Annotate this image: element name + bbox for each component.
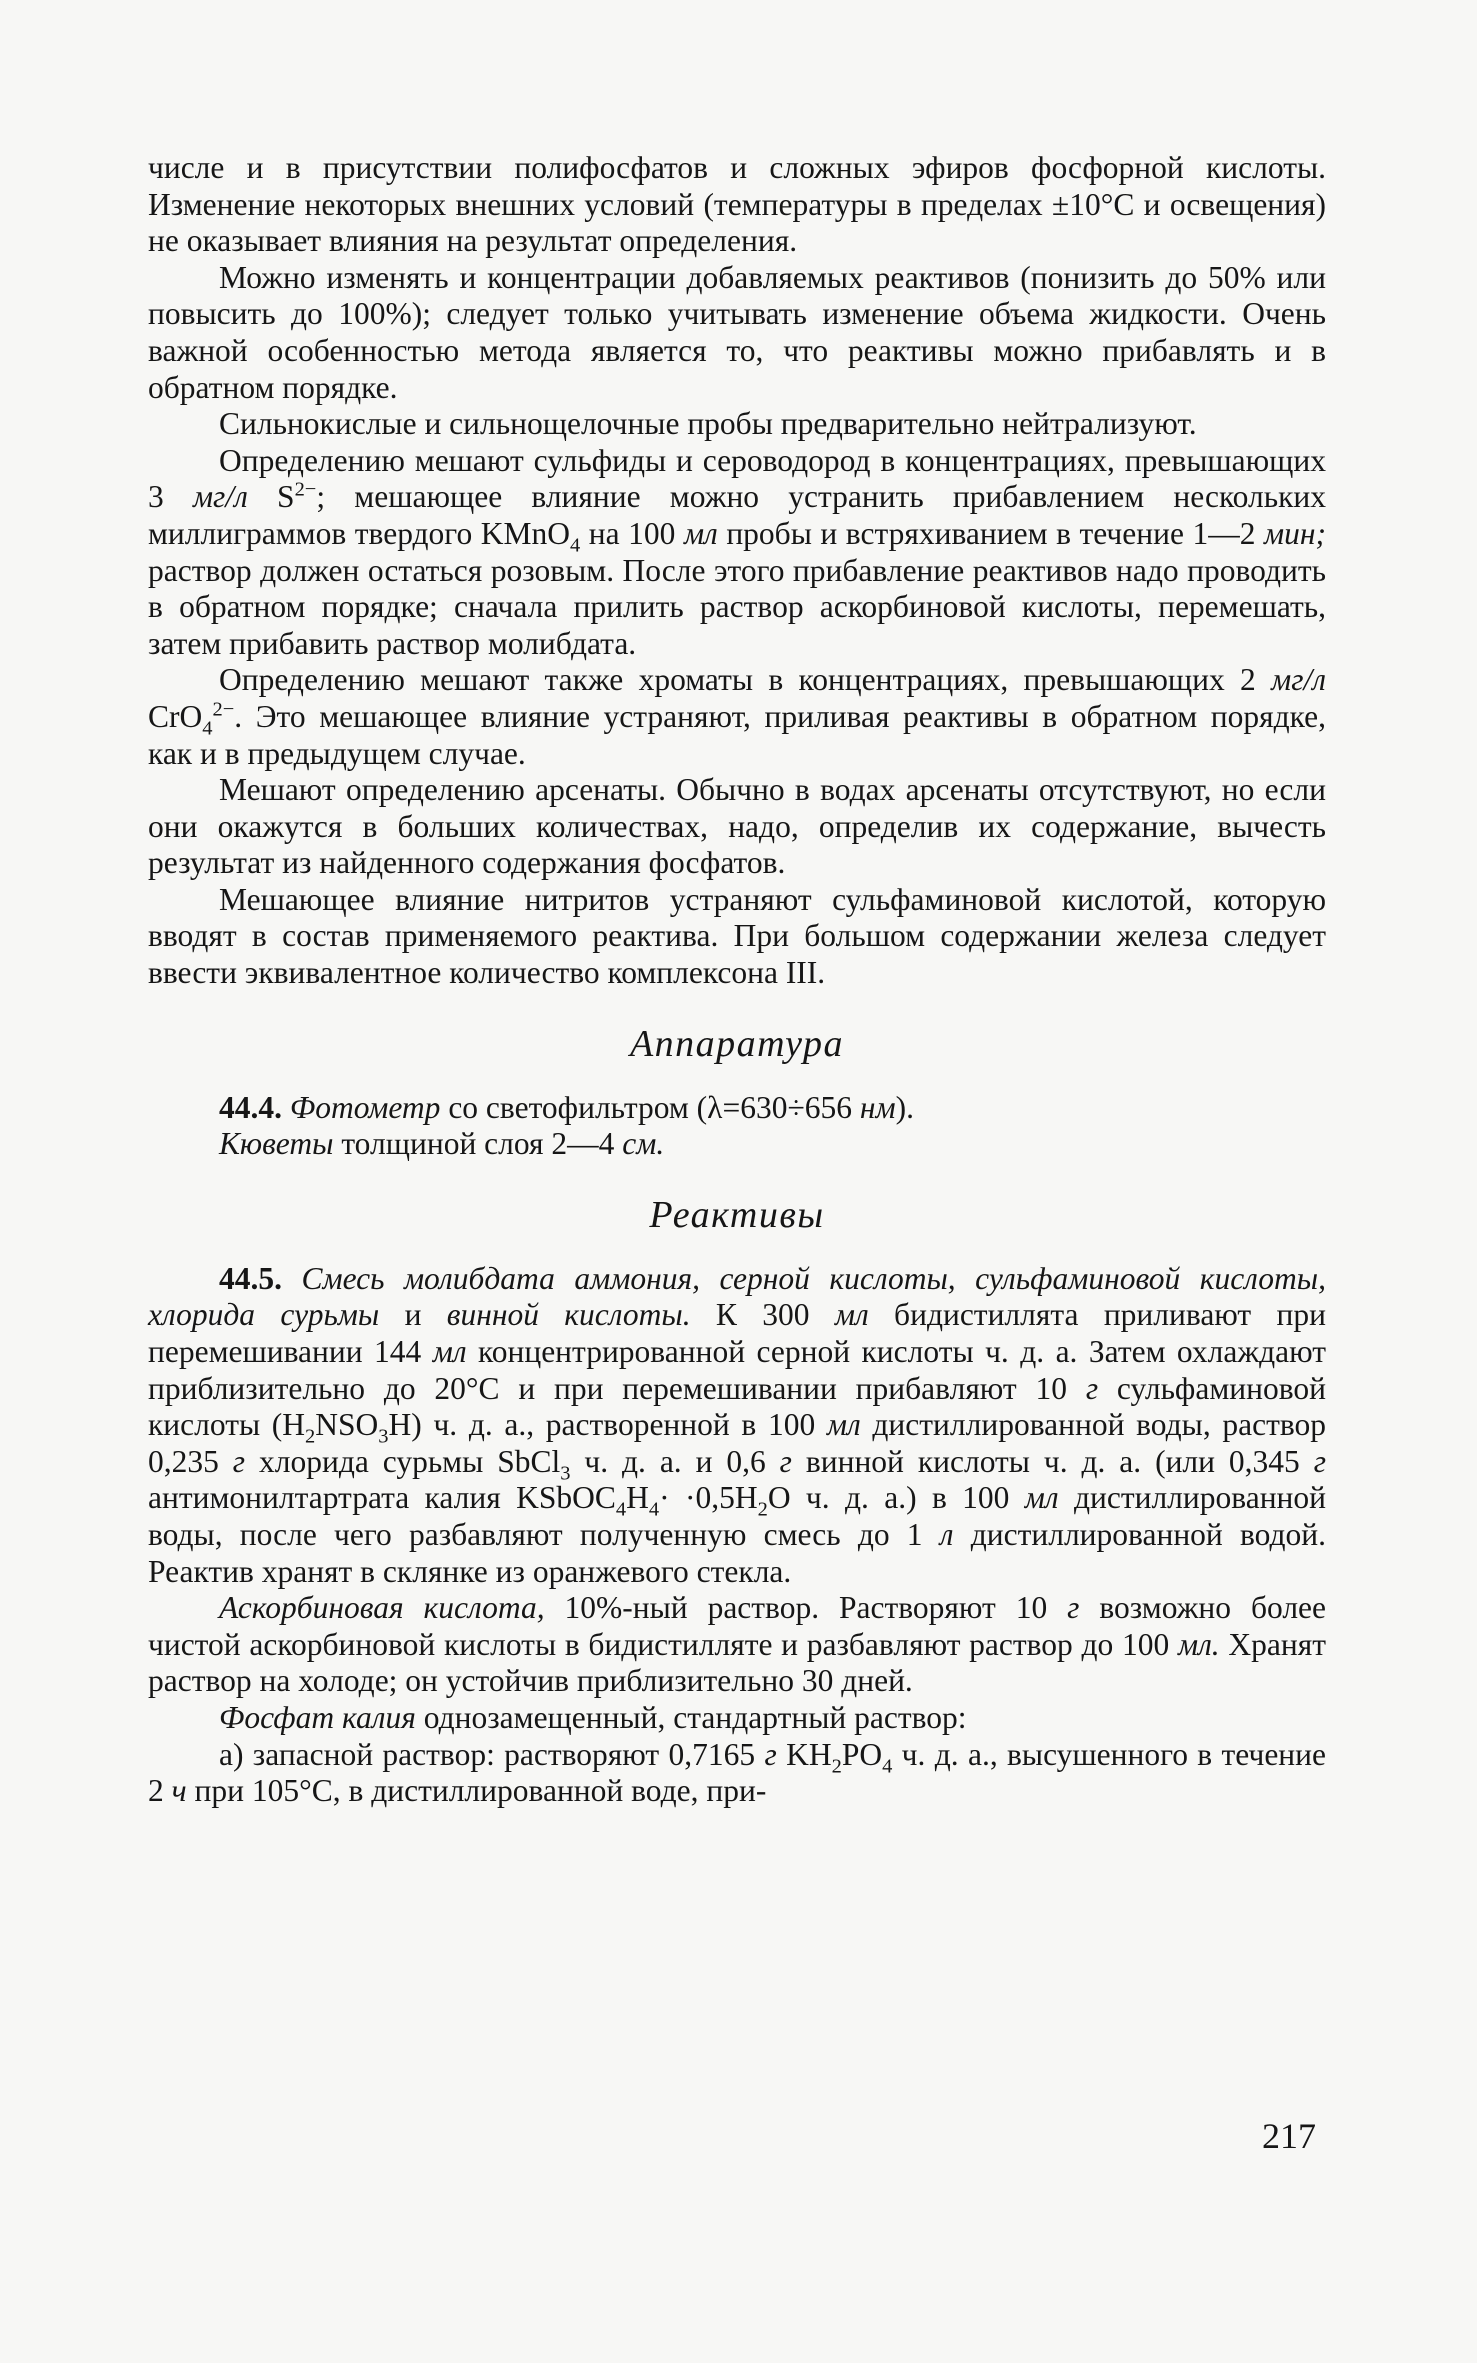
paragraph-concentrations: Можно изменять и концентрации добавляемых реактивов (понизить до 50% или повысить до 100%); следует только учитывать изменение объема жидкости. Очень важной особенностью метода является то, что реактивы можно прибавлять и в обратном порядке. [148,259,1326,405]
heading-reagents: Реактивы [649,1193,825,1236]
reagent-potassium-phosphate: Фосфат калия однозамещенный, стандартный раствор: [219,1699,967,1735]
paragraph-continued: числе и в присутствии полифосфатов и сложных эфиров фосфорной кислоты. Изменение некоторых внешних условий (температуры в пределах ±10°С и освещения) не оказывает влияния на результат определения. [148,150,1326,259]
paragraph-chromates: Определению мешают также хроматы в концентрациях, превышающих 2 мг/л CrO$_4^{2-}$. Это мешающее влияние устраняют, приливая реактивы в обратном порядке, как и в предыдущем случае. [148,662,1326,771]
apparatus-item-cuvettes: Кюветы толщиной слоя 2—4 см. [219,1126,665,1162]
reagent-stock-solution: а) запасной раствор: растворяют 0,7165 г $KH_2PO_4$ ч. д. а., высушенного в течение 2 ч при 105°С, в дистиллированной воде, при- [148,1736,1326,1809]
reagent-ascorbic-acid: Аскорбиновая кислота, 10%-ный раствор. Растворяют 10 г возможно более чистой аскорбиновой кислоты в бидистилляте и разбавляют раствор до 100 мл. Хранят раствор на холоде; он устойчив приблизительно 30 дней. [148,1590,1326,1699]
paragraph-neutralize: Сильнокислые и сильнощелочные пробы предварительно нейтрализуют. [219,406,1197,442]
paragraph-arsenates: Мешают определению арсенаты. Обычно в водах арсенаты отсутствуют, но если они окажутся в больших количествах, надо, определив их содержание, вычесть результат из найденного содержания фосфатов. [148,772,1326,881]
page-text [148,150,1326,1810]
apparatus-item-photometer: 44.4. Фотометр со светофильтром (λ=630÷656 нм). [219,1089,914,1125]
paragraph-sulfides: Определению мешают сульфиды и сероводород в концентрациях, превышающих 3 мг/л $S^{2-}$; мешающее влияние можно устранить прибавлением нескольких миллиграммов твердого KMnO$_4$ на 100 мл пробы и встряхиванием в течение 1—2 мин; раствор должен остаться розовым. После этого прибавление реактивов надо проводить в обратном порядке; сначала прилить раствор аскорбиновой кислоты, перемешать, затем прибавить раствор молибдата. [148,442,1327,661]
reagent-molybdate-mixture: 44.5. Смесь молибдата аммония, серной кислоты, сульфаминовой кислоты, хлорида сурьмы и винной кислоты. К 300 мл бидистиллята приливают при перемешивании 144 мл концентрированной серной кислоты ч. д. а. Затем охлаждают приблизительно до 20°С и при перемешивании прибавляют 10 г сульфаминовой кислоты $(H_2NSO_3H)$ ч. д. а., растворенной в 100 мл дистиллированной воды, раствор 0,235 г хлорида сурьмы SbCl$_3$ ч. д. а. и 0,6 г винной кислоты ч. д. а. (или 0,345 г антимонилтартрата калия $KSbOC_4H_4\cdot \cdot 0,5H_2O$ ч. д. а.) в 100 мл дистиллированной воды, после чего разбавляют полученную смесь до 1 л дистиллированной водой. Реактив хранят в склянке из оранжевого стекла. [148,1260,1327,1589]
page-number: 217 [1262,2116,1316,2156]
paragraph-nitrites: Мешающее влияние нитритов устраняют сульфаминовой кислотой, которую вводят в состав применяемого реактива. При большом содержании железа следует ввести эквивалентное количество комплексона III. [148,881,1326,991]
heading-apparatus: Аппаратура [629,1022,845,1065]
